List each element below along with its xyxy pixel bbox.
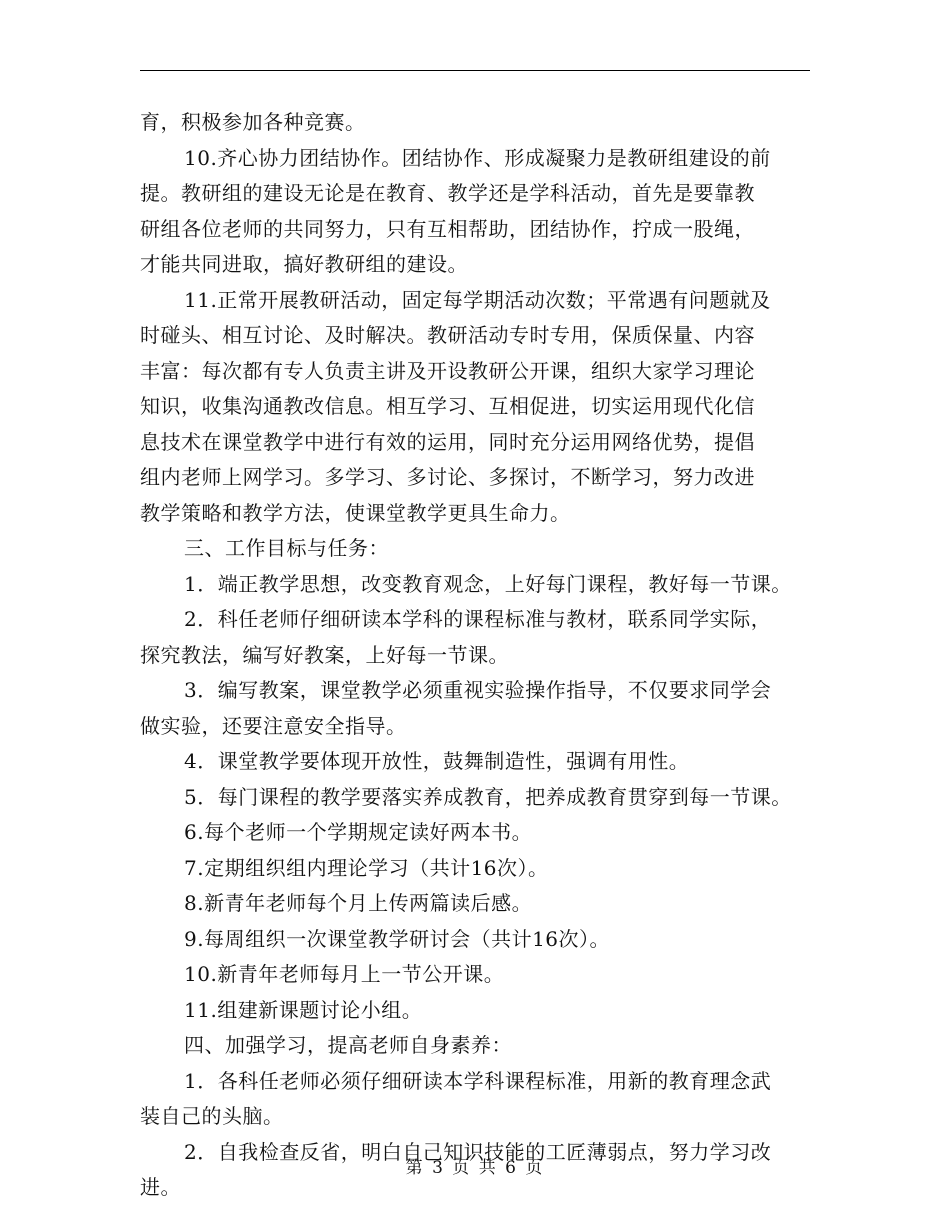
text-line: 9.每周组织一次课堂教学研讨会（共计16次）。: [184, 926, 611, 951]
text-line: 6.每个老师一个学期规定读好两本书。: [184, 820, 533, 844]
text-line: 研组各位老师的共同努力，只有互相帮助，团结协作，拧成一股绳，: [140, 216, 755, 241]
page-number: 第 3 页 共 6 页: [405, 1158, 545, 1178]
text-line: 5．每门课程的教学要落实养成教育，把养成教育贯穿到每一节课。: [184, 784, 792, 809]
text-line: 2．科任老师仔细研读本学科的课程标准与教材，联系同学实际，: [184, 607, 772, 631]
text-line: 育，积极参加各种竞赛。: [140, 110, 366, 134]
text-line: 3．编写教案，课堂教学必须重视实验操作指导，不仅要求同学会: [184, 678, 772, 702]
text-line: 教学策略和教学方法，使课堂教学更具生命力。: [140, 500, 571, 525]
text-line: 1．端正教学思想，改变教育观念，上好每门课程，教好每一节课。: [184, 571, 792, 596]
text-line: 4．课堂教学要体现开放性，鼓舞制造性，强调有用性。: [184, 749, 690, 773]
text-line: 进。: [140, 1175, 181, 1199]
text-line: 7.定期组织组内理论学习（共计16次）。: [184, 855, 549, 880]
text-line: 探究教法，编写好教案，上好每一节课。: [140, 642, 509, 667]
text-line: 才能共同进取，搞好教研组的建设。: [140, 252, 468, 276]
text-line: 丰富：每次都有专人负责主讲及开设教研公开课，组织大家学习理论: [140, 358, 755, 383]
text-line: 息技术在课堂教学中进行有效的运用，同时充分运用网络优势，提倡: [140, 429, 755, 454]
text-line: 11.组建新课题讨论小组。: [184, 997, 423, 1022]
text-line: 10.新青年老师每月上一节公开课。: [184, 962, 505, 986]
text-line: 提。教研组的建设无论是在教育、教学还是学科活动，首先是要靠教: [140, 181, 755, 205]
text-line: 2．自我检查反省，明白自己知识技能的工匠薄弱点，努力学习改: [184, 1139, 772, 1164]
document-body: [140, 105, 820, 1206]
section-heading: 三、工作目标与任务：: [184, 536, 389, 560]
text-line: 11.正常开展教研活动，固定每学期活动次数；平常遇有问题就及: [184, 287, 771, 312]
header-rule: [140, 70, 810, 71]
text-line: 装自己的头脑。: [140, 1104, 284, 1128]
text-line: 1．各科任老师必须仔细研读本学科课程标准，用新的教育理念武: [184, 1068, 772, 1093]
text-line: 10.齐心协力团结协作。团结协作、形成凝聚力是教研组建设的前: [184, 145, 771, 170]
text-line: 时碰头、相互讨论、及时解决。教研活动专时专用，保质保量、内容: [140, 323, 755, 347]
text-line: 做实验，还要注意安全指导。: [140, 713, 407, 738]
section-heading: 四、加强学习，提高老师自身素养：: [184, 1033, 512, 1057]
text-line: 组内老师上网学习。多学习、多讨论、多探讨，不断学习，努力改进: [140, 465, 755, 489]
text-line: 8.新青年老师每个月上传两篇读后感。: [184, 891, 533, 915]
text-line: 知识，收集沟通教改信息。相互学习、互相促进，切实运用现代化信: [140, 394, 755, 418]
